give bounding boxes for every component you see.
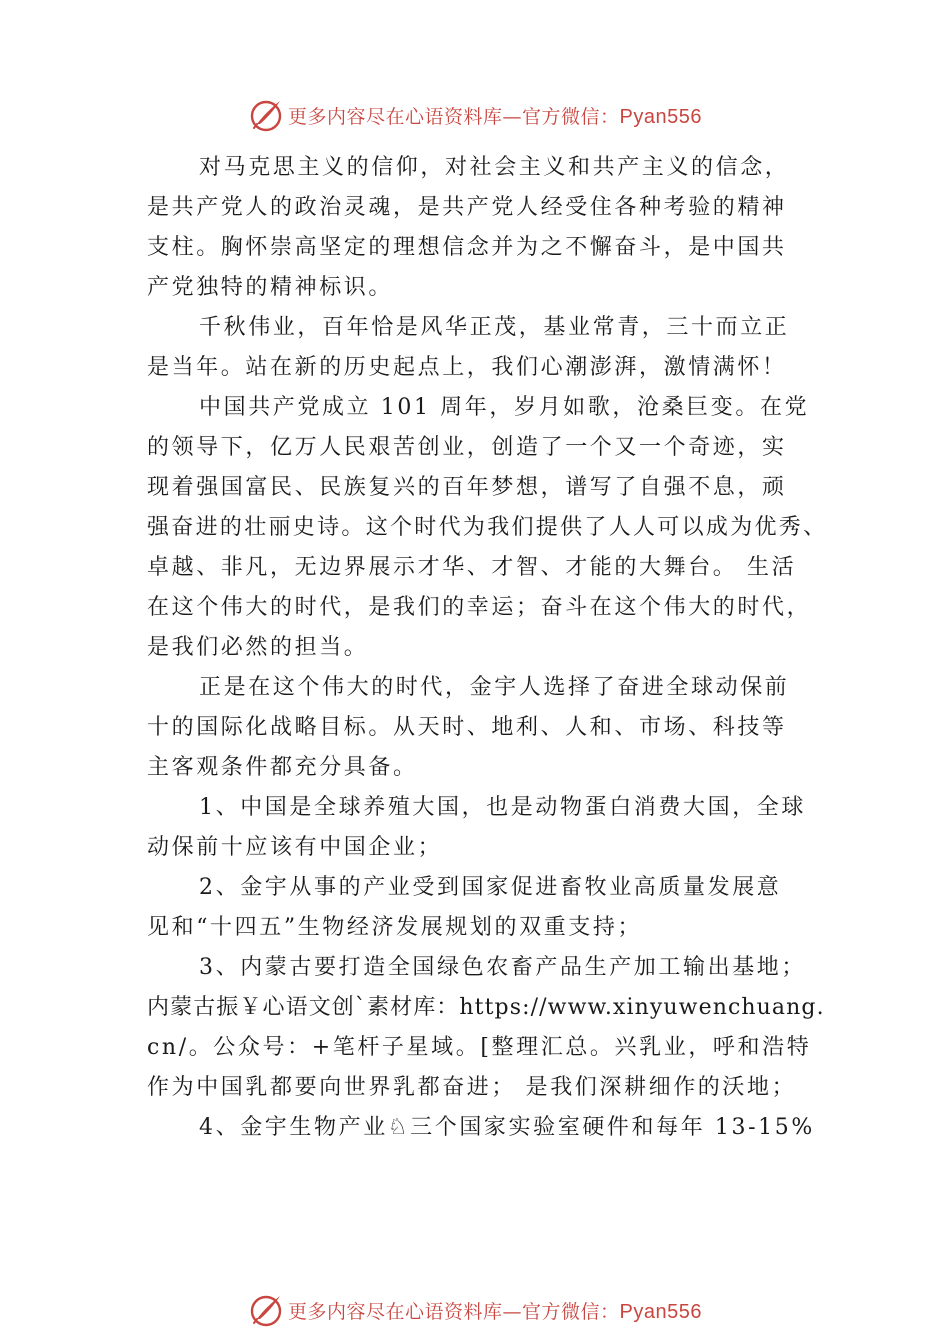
text-line: 是我们必然的担当。 <box>147 635 369 660</box>
text-line: 中国共产党成立 101 周年，岁月如歌，沧桑巨变。在党 <box>199 395 810 420</box>
quill-pen-logo-icon <box>248 97 284 133</box>
text-line: 在这个伟大的时代，是我们的幸运；奋斗在这个伟大的时代， <box>147 595 812 620</box>
text-line: 1、中国是全球养殖大国，也是动物蛋白消费大国，全球 <box>199 795 806 820</box>
header-separator: —官方微信： <box>502 105 620 128</box>
header-text <box>288 102 702 129</box>
text-line: 强奋进的壮丽史诗。这个时代为我们提供了人人可以成为优秀、 <box>147 515 828 540</box>
text-line: 2、金宇从事的产业受到国家促进畜牧业高质量发展意 <box>199 875 782 900</box>
text-line: 正是在这个伟大的时代，金宇人选择了奋进全球动保前 <box>199 675 790 700</box>
text-line: 见和“十四五”生物经济发展规划的双重支持； <box>147 915 643 940</box>
header-banner <box>0 95 950 135</box>
footer-handle: Pyan556 <box>619 1300 702 1323</box>
text-line: 千秋伟业，百年恰是风华正茂，基业常青，三十而立正 <box>199 315 790 340</box>
text-line: 作为中国乳都要向世界乳都奋进； 是我们深耕细作的沃地； <box>147 1075 797 1100</box>
footer-banner <box>0 1290 950 1330</box>
text-line: 内蒙古振￥心语文创`素材库：https://www.xinyuwenchuang. <box>147 995 825 1020</box>
header-handle: Pyan556 <box>619 105 702 128</box>
text-line: 动保前十应该有中国企业； <box>147 835 443 860</box>
text-line: 现着强国富民、民族复兴的百年梦想，谱写了自强不息，顽 <box>147 475 787 500</box>
text-line: 的领导下，亿万人民艰苦创业，创造了一个又一个奇迹，实 <box>147 435 787 460</box>
text-line: 卓越、非凡，无边界展示才华、才智、才能的大舞台。 生活 <box>147 555 797 580</box>
text-line: 主客观条件都充分具备。 <box>147 755 418 780</box>
text-line: 是当年。站在新的历史起点上，我们心潮澎湃，激情满怀！ <box>147 355 787 380</box>
document-body <box>147 148 827 1148</box>
header-site: 更多内容尽在心语资料库 <box>288 105 503 128</box>
text-line: 支柱。胸怀崇高坚定的理想信念并为之不懈奋斗，是中国共 <box>147 235 787 260</box>
text-line: 4、金宇生物产业♘三个国家实验室硬件和每年 13-15% <box>199 1115 815 1140</box>
text-line: 产党独特的精神标识。 <box>147 275 394 300</box>
quill-pen-logo-icon <box>248 1292 284 1328</box>
footer-site: 更多内容尽在心语资料库 <box>288 1300 503 1323</box>
footer-separator: —官方微信： <box>502 1300 620 1323</box>
text-line: 是共产党人的政治灵魂，是共产党人经受住各种考验的精神 <box>147 195 787 220</box>
footer-text <box>288 1297 702 1324</box>
text-line: 3、内蒙古要打造全国绿色农畜产品生产加工输出基地； <box>199 955 806 980</box>
text-line: 对马克思主义的信仰，对社会主义和共产主义的信念， <box>199 155 790 180</box>
text-line: cn/。公众号：+笔杆子星域。[整理汇总。兴乳业，呼和浩特 <box>147 1035 812 1060</box>
text-line: 十的国际化战略目标。从天时、地利、人和、市场、科技等 <box>147 715 787 740</box>
